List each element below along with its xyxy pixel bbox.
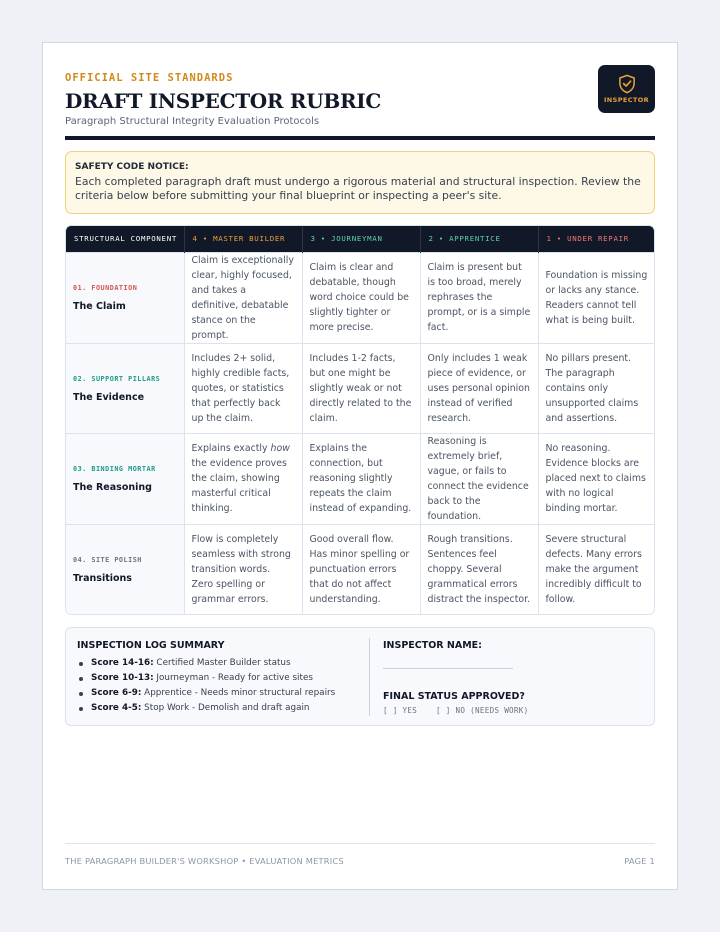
table-row — [66, 252, 655, 343]
score-range: Score 6-9: — [91, 688, 142, 698]
rubric-cell: Foundation is missing or lacks any stance. Readers cannot tell what is being built. — [538, 252, 655, 343]
badge-label: INSPECTOR — [603, 96, 650, 104]
criterion-cell — [66, 252, 184, 343]
rubric-cell — [184, 433, 302, 524]
criterion-code: 02. SUPPORT PILLARS — [73, 374, 161, 383]
rubric-table — [65, 225, 655, 615]
criterion-cell — [66, 343, 184, 433]
notice-title: SAFETY CODE NOTICE: — [75, 162, 189, 172]
page-number: PAGE 1 — [624, 856, 655, 866]
log-summary — [77, 640, 357, 716]
table-row — [66, 343, 655, 433]
rubric-cell: Claim is present but is too broad, merely rephrases the prompt, or is a simple fact. — [420, 252, 538, 343]
table-row — [66, 524, 655, 614]
score-list — [77, 656, 357, 716]
rubric-cell: Good overall flow. Has minor spelling or punctuation errors that do not affect understanding. — [302, 524, 420, 614]
column-header-under-repair: 1 • UNDER REPAIR — [538, 226, 655, 252]
rubric-cell: No reasoning. Evidence blocks are placed next to claims with no logical binding mortar. — [538, 433, 655, 524]
shield-check-icon — [618, 74, 636, 94]
rubric-cell: Claim is clear and debatable, though word choice could be slightly tighter or more precise. — [302, 252, 420, 343]
header-rule — [65, 136, 655, 140]
log-divider — [369, 638, 370, 716]
table-row — [66, 433, 655, 524]
inspector-name-line[interactable] — [383, 668, 513, 669]
criterion-code: 04. SITE POLISH — [73, 555, 142, 564]
score-desc: Stop Work - Demolish and draft again — [141, 703, 310, 713]
rubric-header-row — [66, 226, 655, 252]
status-options — [383, 706, 643, 715]
rubric-cell: Only includes 1 weak piece of evidence, or uses personal opinion instead of verified research. — [420, 343, 538, 433]
eyebrow-label: OFFICIAL SITE STANDARDS — [65, 72, 234, 84]
page-title: DRAFT INSPECTOR RUBRIC — [65, 89, 381, 113]
rubric-cell: Flow is completely seamless with strong transition words. Zero spelling or grammar errors. — [184, 524, 302, 614]
inspection-log — [65, 627, 655, 726]
criterion-cell — [66, 433, 184, 524]
page-subtitle: Paragraph Structural Integrity Evaluation Protocols — [65, 116, 320, 127]
score-range: Score 14-16: — [91, 658, 154, 668]
score-range: Score 4-5: — [91, 703, 142, 713]
criterion-code: 01. FOUNDATION — [73, 284, 138, 292]
column-header-apprentice: 2 • APPRENTICE — [420, 226, 538, 252]
rubric-cell: Severe structural defects. Many errors make the argument incredibly difficult to follow. — [538, 524, 655, 614]
criterion-name: The Reasoning — [73, 482, 152, 493]
rubric-cell: Reasoning is extremely brief, vague, or fails to connect the evidence back to the foundation. — [420, 433, 538, 524]
criterion-name: The Claim — [73, 301, 126, 312]
status-option-yes[interactable]: [ ] YES — [383, 706, 418, 715]
column-header-component: STRUCTURAL COMPONENT — [66, 226, 184, 252]
score-desc: Apprentice - Needs minor structural repairs — [141, 688, 336, 698]
column-header-master-builder: 4 • MASTER BUILDER — [184, 226, 302, 252]
footer-rule — [65, 843, 655, 844]
list-item — [77, 671, 357, 686]
log-signoff — [383, 640, 643, 715]
final-status-label: FINAL STATUS APPROVED? — [383, 691, 525, 702]
rich-post: the evidence proves the claim, showing masterful critical thinking. — [191, 458, 287, 514]
footer-text: THE PARAGRAPH BUILDER'S WORKSHOP • EVALUATION METRICS — [65, 856, 344, 866]
rubric-cell: Claim is exceptionally clear, highly focused, and takes a definitive, debatable stance on the prompt. — [184, 252, 302, 343]
status-option-no[interactable]: [ ] NO (NEEDS WORK) — [435, 706, 529, 715]
rubric-cell: Includes 1-2 facts, but one might be slightly weak or not directly related to the claim. — [302, 343, 420, 433]
score-desc: Journeyman - Ready for active sites — [153, 673, 313, 683]
column-header-journeyman: 3 • JOURNEYMAN — [302, 226, 420, 252]
score-desc: Certified Master Builder status — [153, 658, 291, 668]
score-range: Score 10-13: — [91, 673, 154, 683]
inspector-badge — [598, 65, 655, 113]
rubric-cell: No pillars present. The paragraph contains only unsupported claims and assertions. — [538, 343, 655, 433]
criterion-cell — [66, 524, 184, 614]
rubric-cell: Includes 2+ solid, highly credible facts, quotes, or statistics that perfectly back up the claim. — [184, 343, 302, 433]
rich-pre: Explains exactly — [191, 443, 271, 454]
safety-notice — [65, 151, 655, 214]
rubric-page — [42, 42, 678, 890]
log-title: INSPECTION LOG SUMMARY — [77, 640, 225, 651]
rich-emphasis: how — [270, 443, 290, 454]
list-item — [77, 686, 357, 701]
rubric-cell: Rough transitions. Sentences feel choppy. Several grammatical errors distract the inspector. — [420, 524, 538, 614]
notice-body: Each completed paragraph draft must undergo a rigorous material and structural inspection. Review the criteria below before submitting your final blueprint or inspecting a peer's site. — [75, 175, 641, 202]
criterion-name: The Evidence — [73, 391, 145, 403]
criterion-code: 03. BINDING MORTAR — [73, 465, 156, 473]
criterion-name: Transitions — [73, 572, 132, 584]
inspector-name-label: INSPECTOR NAME: — [383, 640, 482, 651]
list-item — [77, 701, 357, 716]
list-item — [77, 656, 357, 671]
rubric-cell: Explains the connection, but reasoning slightly repeats the claim instead of expanding. — [302, 433, 420, 524]
